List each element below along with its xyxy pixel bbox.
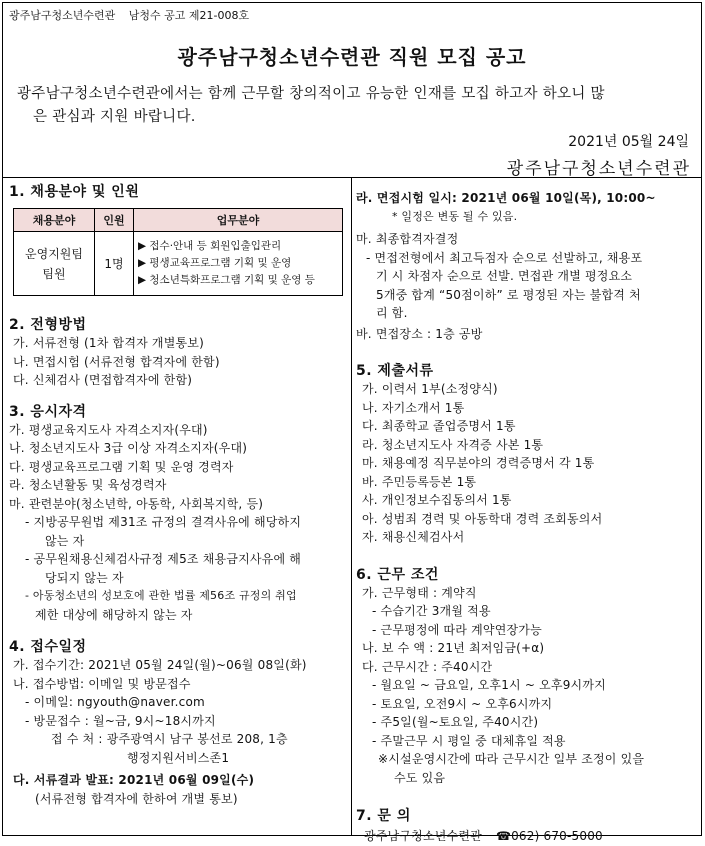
right-column — [356, 177, 700, 846]
section-1-title: 1. 채용분야 및 인원 — [9, 184, 140, 200]
table-cell-count: 1명 — [95, 232, 134, 296]
notice-date: 2021년 05월 24일 — [568, 134, 689, 150]
field-line-1: 운영지원팀 — [25, 246, 83, 261]
list-item: 바. 면접장소 : 1층 공방 — [356, 326, 483, 341]
section-5-title: 5. 제출서류 — [356, 363, 434, 379]
list-subitem: - 면접전형에서 최고득점자 순으로 선발하고, 채용포 — [366, 250, 643, 265]
field-line-2: 팀원 — [42, 266, 66, 281]
list-subitem: - 월요일 ~ 금요일, 오후1시 ~ 오후9시까지 — [372, 678, 606, 692]
duty-item: ▶ 접수·안내 등 회원입출입관리 — [138, 240, 282, 252]
list-subitem: 기 시 차점자 순으로 선발. 면접관 개별 평정요소 — [376, 269, 633, 283]
list-item: 사. 개인정보수집동의서 1통 — [362, 493, 512, 507]
list-subitem: - 토요일, 오전9시 ~ 오후6시까지 — [372, 696, 553, 711]
section-6-title: 6. 근무 조건 — [356, 566, 439, 583]
table-header-field: 채용분야 — [14, 209, 95, 232]
list-subitem: 않는 자 — [45, 533, 85, 548]
recruit-table — [13, 208, 343, 296]
list-item: 다. 신체검사 (면접합격자에 한함) — [13, 373, 193, 387]
list-item: 가. 평생교육지도사 자격소지자(우대) — [9, 422, 208, 437]
list-item: 다. 평생교육프로그램 기획 및 운영 경력자 — [9, 459, 234, 474]
org-signature: 광주남구청소년수련관 — [506, 159, 691, 179]
list-item: 가. 근무형태 : 계약직 — [362, 585, 477, 600]
list-item: 나. 청소년지도사 3급 이상 자격소지자(우대) — [9, 441, 248, 455]
list-subitem: - 수습기간 3개월 적용 — [372, 604, 491, 618]
list-subitem: 제한 대상에 해당하지 않는 자 — [35, 607, 193, 622]
table-header-count: 인원 — [95, 209, 134, 232]
list-subitem: - 방문접수 : 월~금, 9시~18시까지 — [25, 713, 216, 728]
section-7-title: 7. 문 의 — [356, 808, 411, 824]
list-item: 가. 이력서 1부(소정양식) — [362, 382, 498, 396]
work-hours-note: 수도 있음 — [394, 770, 446, 785]
divider-vertical — [351, 177, 352, 835]
list-item: 마. 관련분야(청소년학, 아동학, 사회복지학, 등) — [9, 496, 264, 511]
list-subitem: - 주말근무 시 평일 중 대체휴일 적용 — [372, 733, 566, 748]
notice-header — [9, 7, 259, 23]
list-item: 바. 주민등록등본 1통 — [362, 474, 477, 489]
list-item: 라. 청소년활동 및 육성경력자 — [9, 478, 167, 492]
email-line: - 이메일: ngyouth@naver.com — [25, 695, 205, 709]
table-cell-field — [14, 232, 95, 296]
list-item: 마. 최종합격자결정 — [356, 232, 459, 246]
list-item: 나. 접수방법: 이메일 및 방문접수 — [13, 676, 191, 691]
list-item: 다. 최종학교 졸업증명서 1통 — [362, 419, 516, 433]
list-subitem: - 공무원채용신체검사규정 제5조 채용금지사유에 해 — [25, 552, 302, 566]
address-line: 행정지원서비스존1 — [127, 750, 230, 765]
list-subitem: - 근무평정에 따라 계약연장가능 — [372, 622, 542, 637]
contact-org: 광주남구청소년수련관 — [364, 829, 482, 843]
list-subitem: - 아동청소년의 성보호에 관한 법률 제56조 규정의 취업 — [25, 589, 297, 602]
contact-line — [356, 827, 700, 846]
list-item: 나. 자기소개서 1통 — [362, 400, 465, 415]
left-column — [9, 177, 347, 808]
table-header-duty: 업무분야 — [134, 209, 343, 232]
interview-date: 라. 면접시험 일시: 2021년 06월 10일(목), 10:00~ — [356, 191, 656, 205]
list-item: 마. 채용예정 직무분야의 경력증명서 각 1통 — [362, 456, 595, 470]
list-item: 나. 보 수 액 : 21년 최저임금(+α) — [362, 641, 545, 655]
duty-item: ▶ 청소년특화프로그램 기획 및 운영 등 — [138, 274, 315, 286]
list-subitem: 5개중 합계 “50점이하” 로 평정된 자는 불합격 처 — [376, 287, 641, 302]
list-item: 가. 서류전형 (1차 합격자 개별통보) — [13, 336, 204, 350]
section-3-title: 3. 응시자격 — [9, 403, 87, 420]
work-hours-note: ※시설운영시간에 따라 근무시간 일부 조정이 있을 — [378, 752, 645, 766]
header-org: 광주남구청소년수련관 — [9, 9, 116, 22]
intro-text — [17, 83, 693, 129]
duty-item: ▶ 평생교육프로그램 기획 및 운영 — [138, 257, 292, 269]
list-item: 아. 성범죄 경력 및 아동학대 경력 조회동의서 — [362, 511, 603, 526]
list-subitem: - 지방공무원법 제31조 규정의 결격사유에 해당하지 — [25, 515, 302, 529]
intro-line-2: 은 관심과 지원 바랍니다. — [33, 109, 196, 125]
section-2-title: 2. 전형방법 — [9, 317, 87, 333]
list-subitem: - 주5일(월~토요일, 주40시간) — [372, 715, 539, 729]
list-item: 다. 근무시간 : 주40시간 — [362, 659, 493, 674]
contact-phone: ☎062) 670-5000 — [495, 829, 603, 843]
section-4-title: 4. 접수일정 — [9, 639, 87, 655]
schedule-note: * 일정은 변동 될 수 있음. — [392, 209, 518, 223]
notice-page — [2, 2, 702, 843]
list-item: 라. 청소년지도사 자격증 사본 1통 — [362, 437, 544, 452]
table-cell-duties — [134, 232, 343, 296]
list-item: 가. 접수기간: 2021년 05월 24일(월)~06월 08일(화) — [13, 658, 307, 672]
page-title: 광주남구청소년수련관 직원 모집 공고 — [177, 45, 527, 69]
list-subitem: 리 함. — [376, 306, 408, 320]
list-subitem: 당되지 않는 자 — [45, 570, 124, 585]
result-date: 다. 서류결과 발표: 2021년 06월 09일(수) — [13, 773, 255, 787]
result-note: (서류전형 합격자에 한하여 개별 통보) — [35, 791, 238, 806]
notice-number: 남청수 공고 제21-008호 — [128, 9, 250, 22]
list-item: 자. 채용신체검사서 — [362, 530, 465, 544]
list-item: 나. 면접시험 (서류전형 합격자에 한함) — [13, 354, 220, 369]
intro-line-1: 광주남구청소년수련관에서는 함께 근무할 창의적이고 유능한 인재를 모집 하고자 하오니 많 — [17, 86, 605, 102]
address-line: 접 수 처 : 광주광역시 남구 봉선로 208, 1층 — [51, 732, 288, 746]
